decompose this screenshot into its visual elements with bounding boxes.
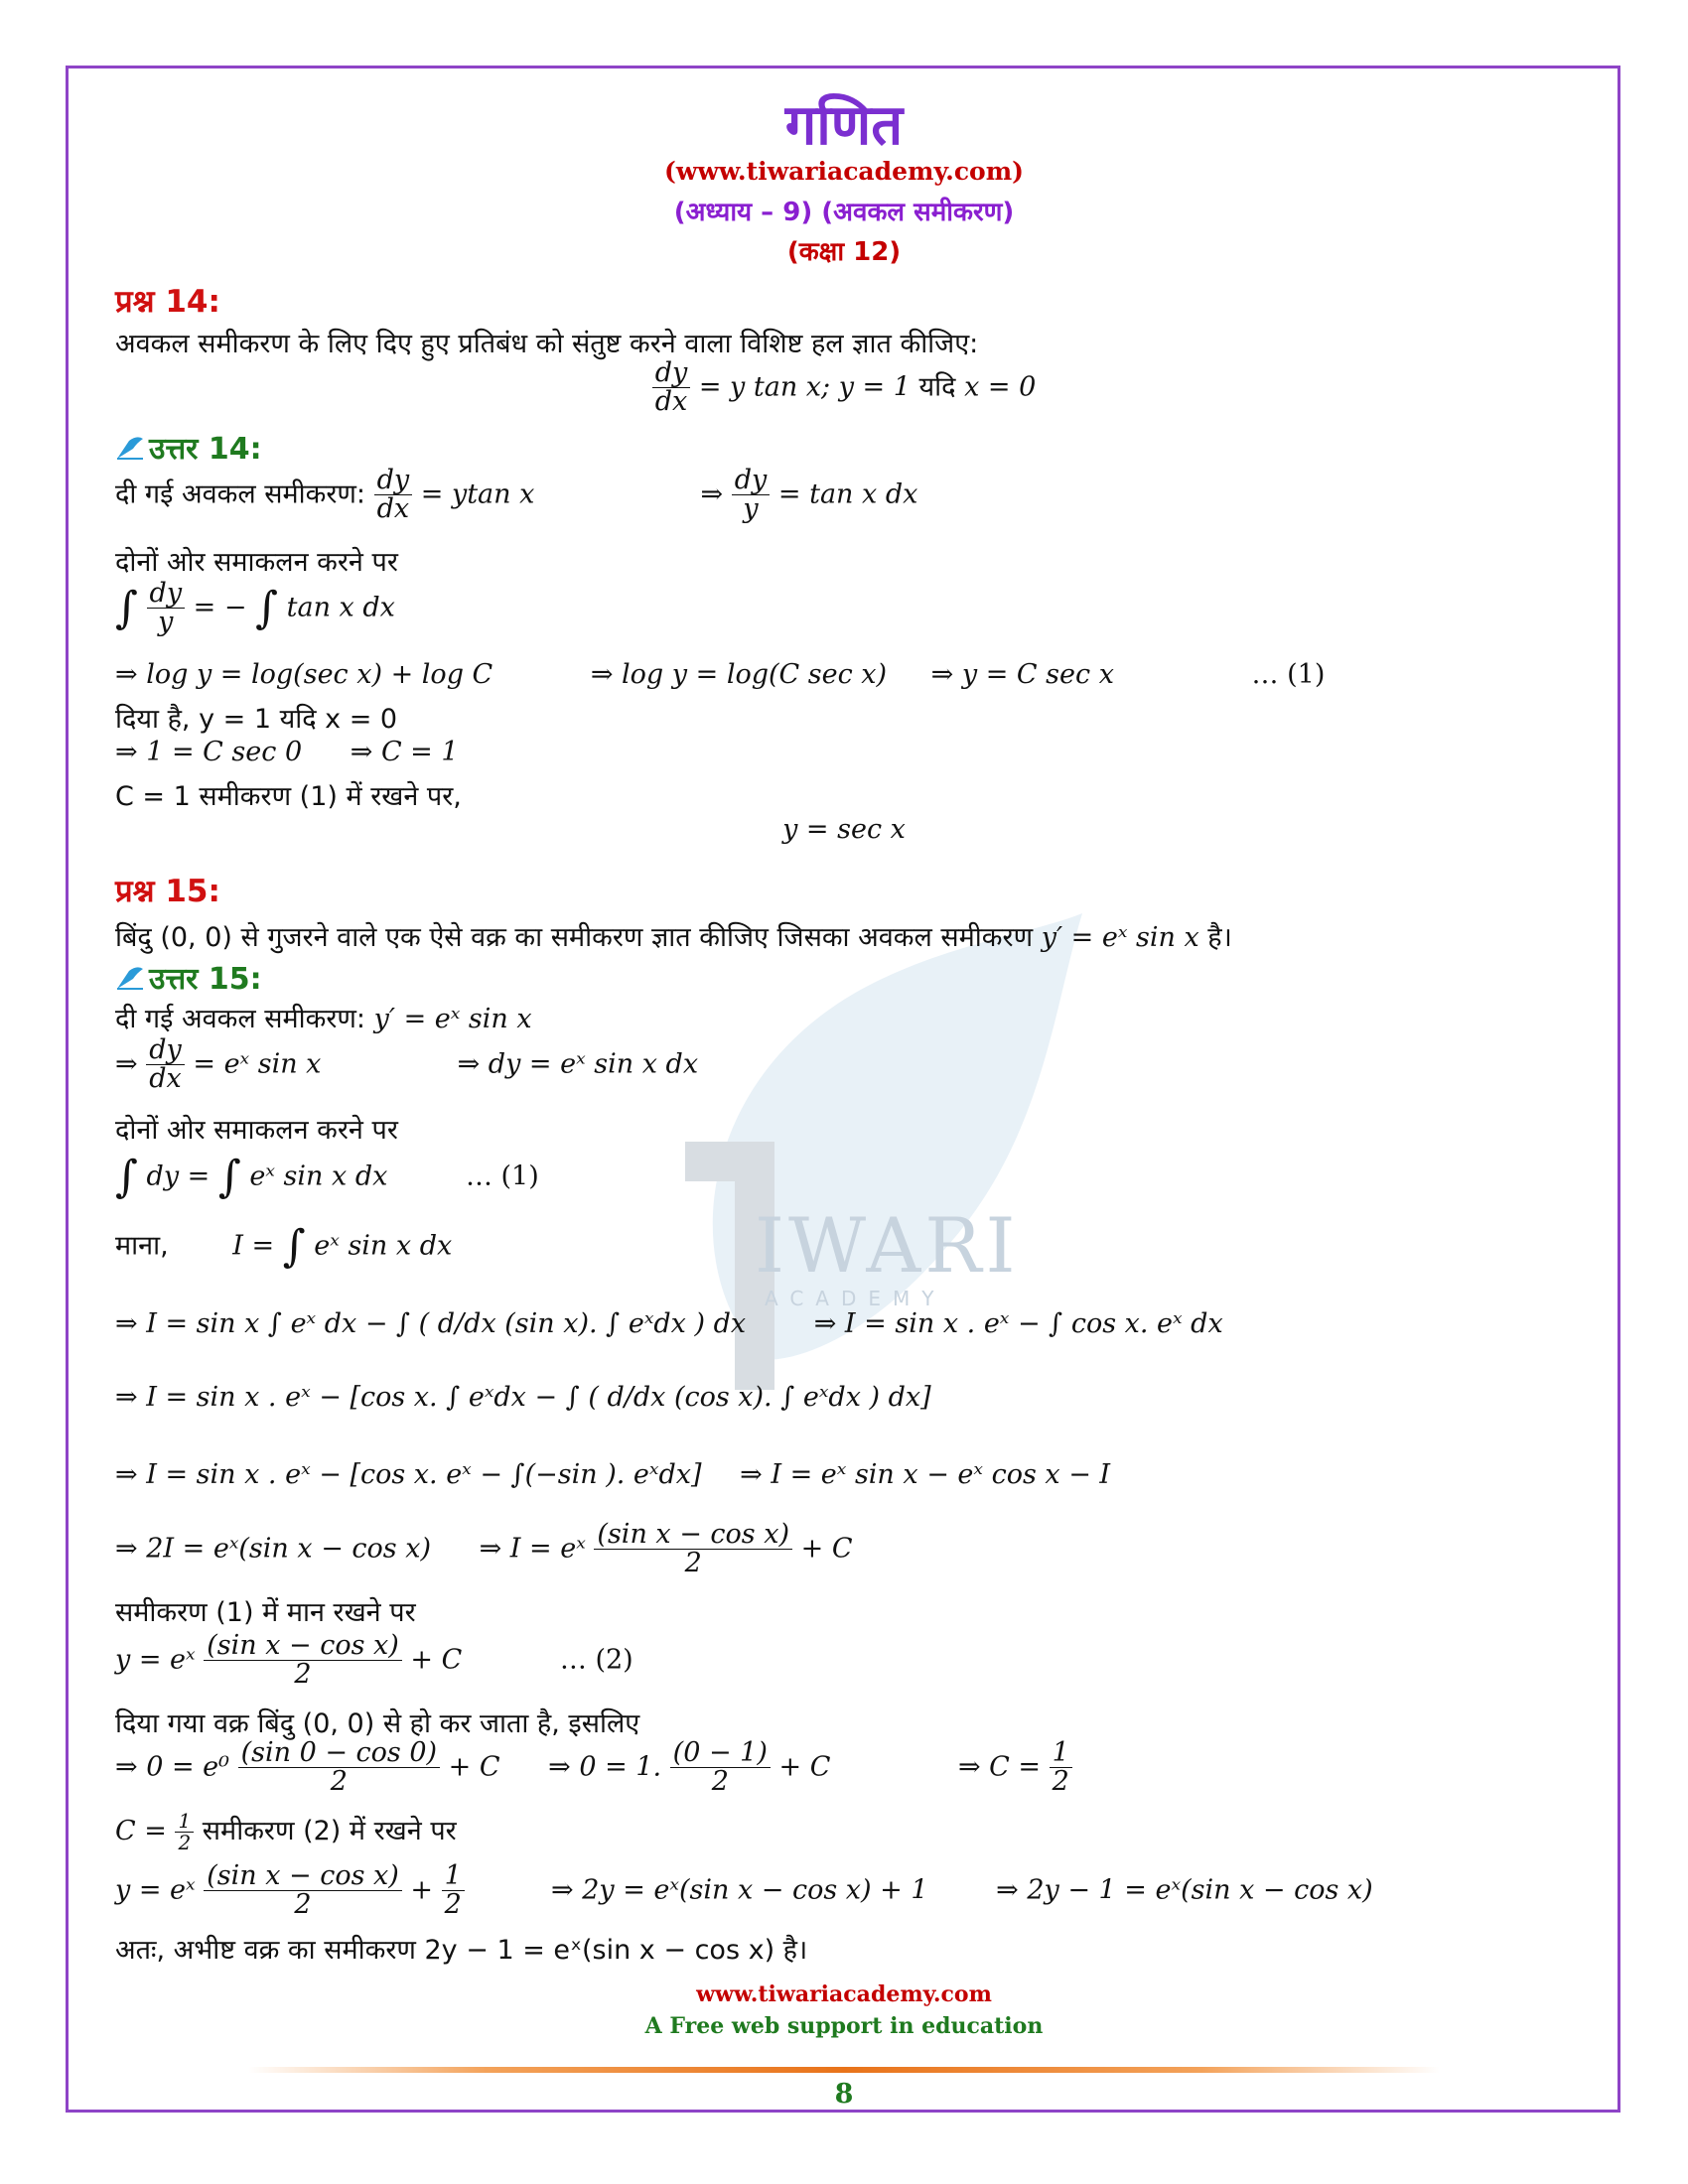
fraction-dy-y: $\frac{dy}{y}$ — [732, 467, 771, 524]
parts-step-1: ⇒ I = sin x ∫ eˣ dx − ∫ ( d/dx (sin x). ∫ eˣdx ) dx — [115, 1308, 747, 1339]
integral-tan: tan x dx — [286, 592, 395, 623]
answer-14-label: उत्तर 14: — [149, 432, 262, 467]
condition-yadi: यदि — [918, 371, 956, 403]
plus-sign: + — [410, 1874, 434, 1906]
given-equation-label: दी गई अवकल समीकरण: — [115, 478, 366, 510]
answer-15-line-14 — [115, 1811, 457, 1853]
i-equation: ⇒ I = eˣ — [479, 1533, 586, 1565]
page-title: गणित — [784, 93, 904, 158]
integral-equals: = − — [193, 592, 247, 623]
plus-c: + C — [800, 1533, 853, 1565]
answer-14-line-1: दी गई अवकल समीकरण: $\frac{dy}{dx}$ = ytan x ⇒ $\frac{dy}{y}$ = tan x dx — [115, 465, 918, 525]
answer-15-line-8 — [115, 1459, 1110, 1490]
answer-15-line-4: ∫ dy = ∫ eˣ sin x dx … (1) — [115, 1152, 539, 1202]
answer-14-line-6 — [115, 737, 459, 767]
let-label: माना, — [115, 1230, 169, 1262]
footer-divider — [248, 2067, 1440, 2073]
fraction-dy-dx: $\frac{dy}{dx}$ — [374, 467, 413, 524]
integral-rhs: eˣ sin x dx — [249, 1160, 388, 1192]
fraction-dy-dx: $\frac{dy}{dx}$ — [146, 1036, 185, 1094]
c-value: ⇒ C = — [957, 1751, 1042, 1783]
fraction-one-half: $\frac{1}{2}$ — [1050, 1739, 1072, 1797]
parts-step-2: ⇒ I = sin x . eˣ − ∫ cos x. eˣ dx — [813, 1308, 1223, 1339]
plus-c: + C — [448, 1751, 500, 1783]
answer-15-line-7: ⇒ I = sin x . eˣ − [cos x. ∫ eˣdx − ∫ ( d/dx (cos x). ∫ eˣdx ) dx] — [115, 1382, 931, 1413]
answer-15-line-12: दिया गया वक्र बिंदु (0, 0) से हो कर जाता है, इसलिए — [115, 1708, 640, 1739]
page-number: 8 — [834, 2079, 854, 2110]
separated-equation: = tan x dx — [777, 478, 918, 510]
footer-website[interactable]: www.tiwariacademy.com — [696, 1981, 992, 2007]
substitution-step: ⇒ 1 = C sec 0 — [115, 737, 303, 767]
fraction-one-half: $\frac{1}{2}$ — [442, 1862, 465, 1920]
answer-15-line-1 — [115, 999, 532, 1035]
answer-15-label: उत्तर 15: — [149, 962, 262, 997]
answer-15-line-13 — [115, 1739, 1072, 1797]
two-y-equation: ⇒ 2y = eˣ(sin x − cos x) + 1 — [550, 1874, 928, 1906]
integral-dy: dy = — [146, 1160, 211, 1192]
question-15-text-b: है। — [1207, 922, 1232, 953]
chapter-title: (अध्याय – 9) (अवकल समीकरण) — [673, 198, 1015, 227]
answer-15-line-2: ⇒ $\frac{dy}{dx}$ = eˣ sin x ⇒ dy = eˣ sin x dx — [115, 1034, 699, 1095]
fraction-dy-dx: $\frac{dy}{dx}$ — [652, 359, 691, 417]
log-step-3: ⇒ y = C sec x — [930, 659, 1114, 690]
answer-15-line-6 — [115, 1308, 1223, 1339]
answer-15-line-10: समीकरण (1) में मान रखने पर — [115, 1597, 416, 1628]
zero-substitution: ⇒ 0 = e⁰ — [115, 1751, 229, 1783]
question-15-equation: y′ = eˣ sin x — [1041, 922, 1199, 953]
header-website: (www.tiwariacademy.com) — [663, 157, 1024, 186]
answer-15-conclusion: अतः, अभीष्ट वक्र का समीकरण 2y − 1 = eˣ(sin x − cos x) है। — [115, 1935, 808, 1966]
answer-14-result: y = sec x — [782, 814, 906, 845]
answer-15-line-9 — [115, 1521, 852, 1578]
fraction-sin-cos: $\frac{\text{(sin x − cos x)}}{2}$ — [204, 1862, 402, 1920]
answer-14-line-3: ∫ $\frac{dy}{y}$ = − ∫ tan x dx — [115, 578, 395, 638]
equation-number-1: … (1) — [465, 1160, 539, 1192]
answer-pen-icon — [115, 435, 145, 461]
equation-number-2: … (2) — [559, 1644, 633, 1676]
answer-14-line-5: दिया है, y = 1 यदि x = 0 — [115, 704, 398, 735]
integral-i-body: eˣ sin x dx — [314, 1230, 453, 1262]
question-15-text — [115, 917, 1232, 954]
question-15-text-a: बिंदु (0, 0) से गुजरने वाले एक ऐसे वक्र का समीकरण ज्ञात कीजिए जिसका अवकल समीकरण — [115, 922, 1034, 953]
watermark-text: IWARI — [755, 1201, 1020, 1290]
fraction-minus-one: $\frac{(0 - 1)}{2}$ — [670, 1739, 771, 1797]
answer-14-line-2: दोनों ओर समाकलन करने पर — [115, 547, 398, 578]
parts-step-3: ⇒ I = sin x . eˣ − [cos x. eˣ − ∫(−sin ). eˣdx] — [115, 1459, 702, 1490]
condition-x: x = 0 — [964, 371, 1037, 403]
substitute-text: समीकरण (2) में रखने पर — [202, 1816, 457, 1846]
log-step-2: ⇒ log y = log(C sec x) — [590, 659, 888, 690]
parts-step-4: ⇒ I = eˣ sin x − eˣ cos x − I — [740, 1459, 1111, 1490]
footer-tagline: A Free web support in education — [644, 2013, 1044, 2039]
log-step-1: ⇒ log y = log(sec x) + log C — [115, 659, 493, 690]
final-equation: ⇒ 2y − 1 = eˣ(sin x − cos x) — [996, 1874, 1373, 1906]
derivative-equation: = eˣ sin x — [193, 1048, 322, 1080]
plus-c: + C — [778, 1751, 831, 1783]
answer-pen-icon — [115, 965, 145, 991]
given-equation-label: दी गई अवकल समीकरण: — [115, 1004, 366, 1034]
simplified-substitution: ⇒ 0 = 1. — [548, 1751, 662, 1783]
answer-15-line-11 — [115, 1632, 633, 1690]
separated-equation: ⇒ dy = eˣ sin x dx — [457, 1048, 699, 1080]
answer-15-line-3: दोनों ओर समाकलन करने पर — [115, 1115, 398, 1146]
answer-15-line-15 — [115, 1862, 1373, 1920]
question-14-heading: प्रश्न 14: — [115, 284, 220, 320]
c-label: C = — [115, 1816, 167, 1846]
answer-15-line-5: माना, I = ∫ eˣ sin x dx — [115, 1221, 453, 1272]
y-equation: y = eˣ — [115, 1644, 196, 1676]
fraction-dy-y: $\frac{dy}{y}$ — [147, 580, 186, 637]
equation-rhs: = ytan x — [420, 478, 535, 510]
answer-15-heading — [115, 957, 262, 998]
given-equation: y′ = eˣ sin x — [373, 1004, 532, 1034]
fraction-sin0-cos0: $\frac{(\sin 0 - \cos 0)}{2}$ — [238, 1739, 441, 1797]
equation-number-1: … (1) — [1251, 659, 1326, 690]
watermark-subtext: ACADEMY — [765, 1287, 946, 1310]
question-14-text: अवकल समीकरण के लिए दिए हुए प्रतिबंध को संतुष्ट करने वाला विशिष्ट हल ज्ञात कीजिए: — [115, 329, 979, 359]
fraction-sin-cos: $\frac{\text{(sin x − cos x)}}{2}$ — [594, 1521, 792, 1578]
answer-14-line-7: C = 1 समीकरण (1) में रखने पर, — [115, 781, 462, 812]
class-label: (कक्षा 12) — [786, 237, 902, 267]
integral-i: I = — [232, 1230, 275, 1262]
question-15-heading: प्रश्न 15: — [115, 874, 220, 909]
answer-14-line-4 — [115, 659, 1325, 690]
constant-value: ⇒ C = 1 — [350, 737, 459, 767]
answer-14-heading — [115, 427, 262, 468]
plus-c: + C — [410, 1644, 463, 1676]
two-i-equation: ⇒ 2I = eˣ(sin x − cos x) — [115, 1533, 431, 1565]
condition-equation: = y tan x; y = 1 — [698, 371, 911, 403]
fraction-sin-cos: $\frac{\text{(sin x − cos x)}}{2}$ — [204, 1632, 402, 1690]
y-final: y = eˣ — [115, 1874, 196, 1906]
fraction-one-half: $\frac{1}{2}$ — [175, 1811, 194, 1853]
question-14-condition — [0, 359, 1688, 417]
